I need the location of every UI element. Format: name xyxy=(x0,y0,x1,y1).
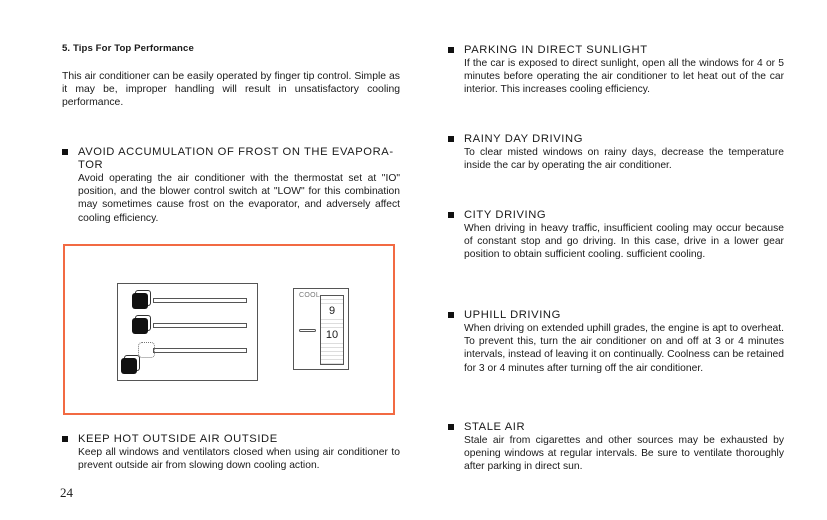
bullet-square-icon xyxy=(448,212,454,218)
ghost-knob-icon xyxy=(138,342,155,358)
section-title: 5. Tips For Top Performance xyxy=(62,43,194,54)
tip-heading-text: AVOID ACCUMULATION OF FROST ON THE EVAPORA-TOR xyxy=(78,146,394,171)
bullet-square-icon xyxy=(448,424,454,430)
tip-body: Keep all windows and ventilators closed when using air conditioner to prevent outside air from slowing down cooling action. xyxy=(78,447,400,472)
thermostat-scale xyxy=(320,295,344,365)
tip-body: If the car is exposed to direct sunlight, open all the windows for 4 or 5 minutes before operating the air conditioner to let heat out of the car interior. This increases cooling efficiency. xyxy=(464,58,784,96)
tip-rainy-day xyxy=(448,133,784,172)
tip-stale-air xyxy=(448,421,784,474)
tip-heading-text: STALE AIR xyxy=(464,421,526,433)
tip-heading xyxy=(448,309,784,322)
page-number: 24 xyxy=(60,485,73,500)
tip-body: Avoid operating the air conditioner with the thermostat set at "IO" position, and the blower control switch at "LOW" for this combination may sometimes cause frost on the evaporator, and adversely affect cooling efficiency. xyxy=(78,173,400,224)
tip-body: When driving on extended uphill grades, the engine is apt to overheat. To prevent this, turn the air conditioner on and off at 3 or 4 minutes intervals, instead of leaving it on continually. Coolness can be retained for 3 or 4 minutes after turning off the air conditioner. xyxy=(464,323,784,374)
dial-number: 10 xyxy=(321,329,343,341)
tip-heading-text: CITY DRIVING xyxy=(464,209,547,221)
blower-control-switch-icon xyxy=(117,283,258,381)
controls-illustration xyxy=(63,244,395,415)
tip-heading-text: PARKING IN DIRECT SUNLIGHT xyxy=(464,44,648,56)
tip-body: When driving in heavy traffic, insufficient cooling may occur because of constant stop and go driving. In this case, drive in a lower gear position to obtain sufficient cooling. sufficient cooling. xyxy=(464,223,784,261)
tip-heading xyxy=(448,44,784,57)
tip-avoid-frost xyxy=(62,146,400,225)
tip-heading xyxy=(448,133,784,146)
tip-heading xyxy=(62,433,400,446)
tip-keep-hot-air-outside xyxy=(62,433,400,472)
slider-track-icon xyxy=(153,348,247,353)
bullet-square-icon xyxy=(448,312,454,318)
thermostat-dial-icon xyxy=(293,288,349,370)
tip-body: To clear misted windows on rainy days, decrease the temperature inside the car by operating the air conditioner. xyxy=(464,147,784,172)
tip-heading xyxy=(448,209,784,222)
slider-knob-icon xyxy=(132,293,148,309)
slider-track-icon xyxy=(153,323,247,328)
tip-uphill-driving xyxy=(448,309,784,375)
slider-knob-icon xyxy=(132,318,148,334)
pointer-icon xyxy=(299,329,316,332)
cool-label: COOL xyxy=(299,292,321,299)
bullet-square-icon xyxy=(62,436,68,442)
tip-heading xyxy=(448,421,784,434)
slider-knob-low-icon xyxy=(121,358,137,374)
section-intro: This air conditioner can be easily operated by finger tip control. Simple as it may be, improper handling will result in unsatisfactory cooling performance. xyxy=(62,71,400,109)
bullet-square-icon xyxy=(448,47,454,53)
tip-heading-text: UPHILL DRIVING xyxy=(464,309,561,321)
bullet-square-icon xyxy=(448,136,454,142)
tip-heading xyxy=(62,146,400,172)
dial-number: 9 xyxy=(321,305,343,317)
bullet-square-icon xyxy=(62,149,68,155)
tip-heading-text: KEEP HOT OUTSIDE AIR OUTSIDE xyxy=(78,433,278,445)
tip-parking-sunlight xyxy=(448,44,784,97)
slider-track-icon xyxy=(153,298,247,303)
tip-body: Stale air from cigarettes and other sources may be exhausted by opening windows at regular intervals. Be sure to ventilate thoroughly after parking in direct sun. xyxy=(464,435,784,473)
tip-city-driving xyxy=(448,209,784,262)
tip-heading-text: RAINY DAY DRIVING xyxy=(464,133,583,145)
